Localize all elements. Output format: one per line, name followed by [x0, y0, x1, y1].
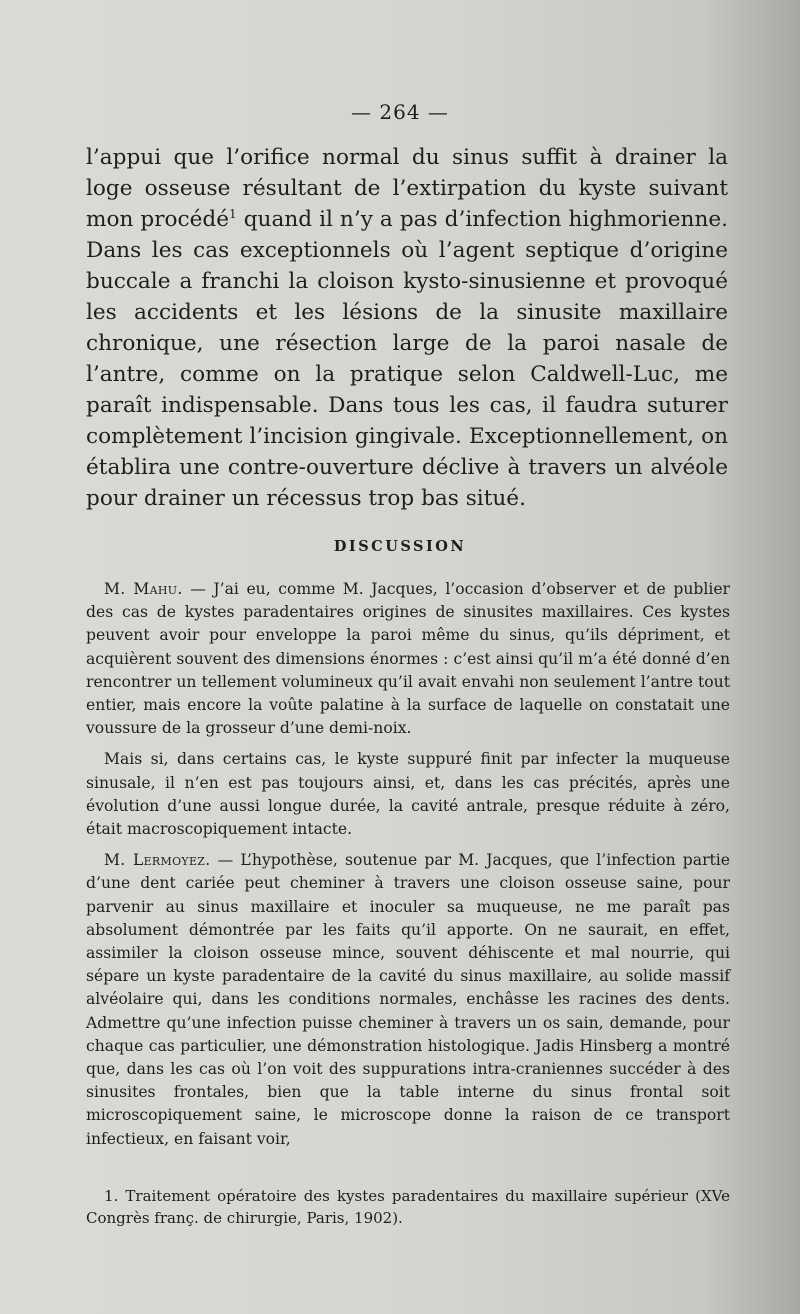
discussion-paragraph-continuation: Mais si, dans certains cas, le kyste suppuré finit par infecter la muqueuse sinusale, il n’en est pas toujours ainsi, et, dans les cas précités, après une évolution d’une aussi longue durée, la cavité antrale, presque réduite à zéro, était macroscopiquement intacte.	[86, 750, 730, 839]
discussion-paragraph-mahu	[86, 578, 730, 740]
paragraph-text: — J’ai eu, comme M. Jacques, l’occasion d’observer et de publier des cas de kystes paradentaires origines de sinusites maxillaires. Ces kystes peuvent avoir pour enveloppe la paroi même du sinus, qu’ils dépriment, et acquièrent souvent des dimensions énormes : c’est ainsi qu’il m’a été donné d’en rencontrer un tellement volumineux qu’il avait envahi non seulement l’antre tout entier, mais encore la voûte palatine à la surface de laquelle on constatait une voussure de la grosseur d’une demi-noix.	[86, 580, 730, 738]
main-text-block	[86, 142, 728, 514]
main-text-after-ref: quand il n’y a pas d’infection highmorienne. Dans les cas exceptionnels où l’agent septique d’origine buccale a franchi la cloison kysto-sinusienne et provoqué les accidents et les lésions de la sinusite maxillaire chronique, une résection large de la paroi nasale de l’antre, comme on la pratique selon Caldwell-Luc, me paraît indispensable. Dans tous les cas, il faudra suturer complètement l’incision gingivale. Exceptionnellement, on établira une contre-ouverture déclive à travers un alvéole pour drainer un récessus trop bas situé.	[86, 207, 728, 511]
main-text-before-ref: l’appui que l’orifice normal du sinus suffit à drainer la loge osseuse résultant de l’extirpation du kyste suivant mon procédé	[86, 145, 728, 232]
speaker-name: M. Mahu.	[104, 580, 183, 598]
main-paragraph	[86, 142, 728, 514]
page-number: — 264 —	[351, 100, 449, 124]
paragraph-text: — L’hypothèse, soutenue par M. Jacques, que l’infection partie d’une dent cariée peut cheminer à travers une cloison osseuse saine, pour parvenir au sinus maxillaire et inoculer sa muqueuse, ne me paraît pas absolument démontrée par les faits qu’il apporte. On ne saurait, en effet, assimiler la cloison osseuse mince, souvent déhiscente et mal nourrie, qui sépare un kyste paradentaire de la cavité du sinus maxillaire, au solide massif alvéolaire qui, dans les conditions normales, enchâsse les racines des dents. Admettre qu’une infection puisse cheminer à travers un os sain, demande, pour chaque cas particulier, une démonstration histologique. Jadis Hinsberg a montré que, dans les cas où l’on voit des suppurations intra-craniennes succéder à des sinusites frontales, bien que la table interne du sinus frontal soit microscopiquement saine, le microscope donne la raison de ce transport infectieux, en faisant voir,	[86, 851, 730, 1148]
section-title: DISCUSSION	[333, 538, 467, 555]
footnote-text: 1. Traitement opératoire des kystes paradentaires du maxillaire supérieur (XVe Congrès franç. de chirurgie, Paris, 1902).	[86, 1187, 730, 1227]
footnote-reference: 1	[229, 206, 237, 221]
discussion-paragraph-lermoyez	[86, 849, 730, 1151]
speaker-name: M. Lermoyez.	[104, 851, 211, 870]
footnote	[86, 1186, 730, 1229]
discussion-block	[86, 578, 730, 1159]
